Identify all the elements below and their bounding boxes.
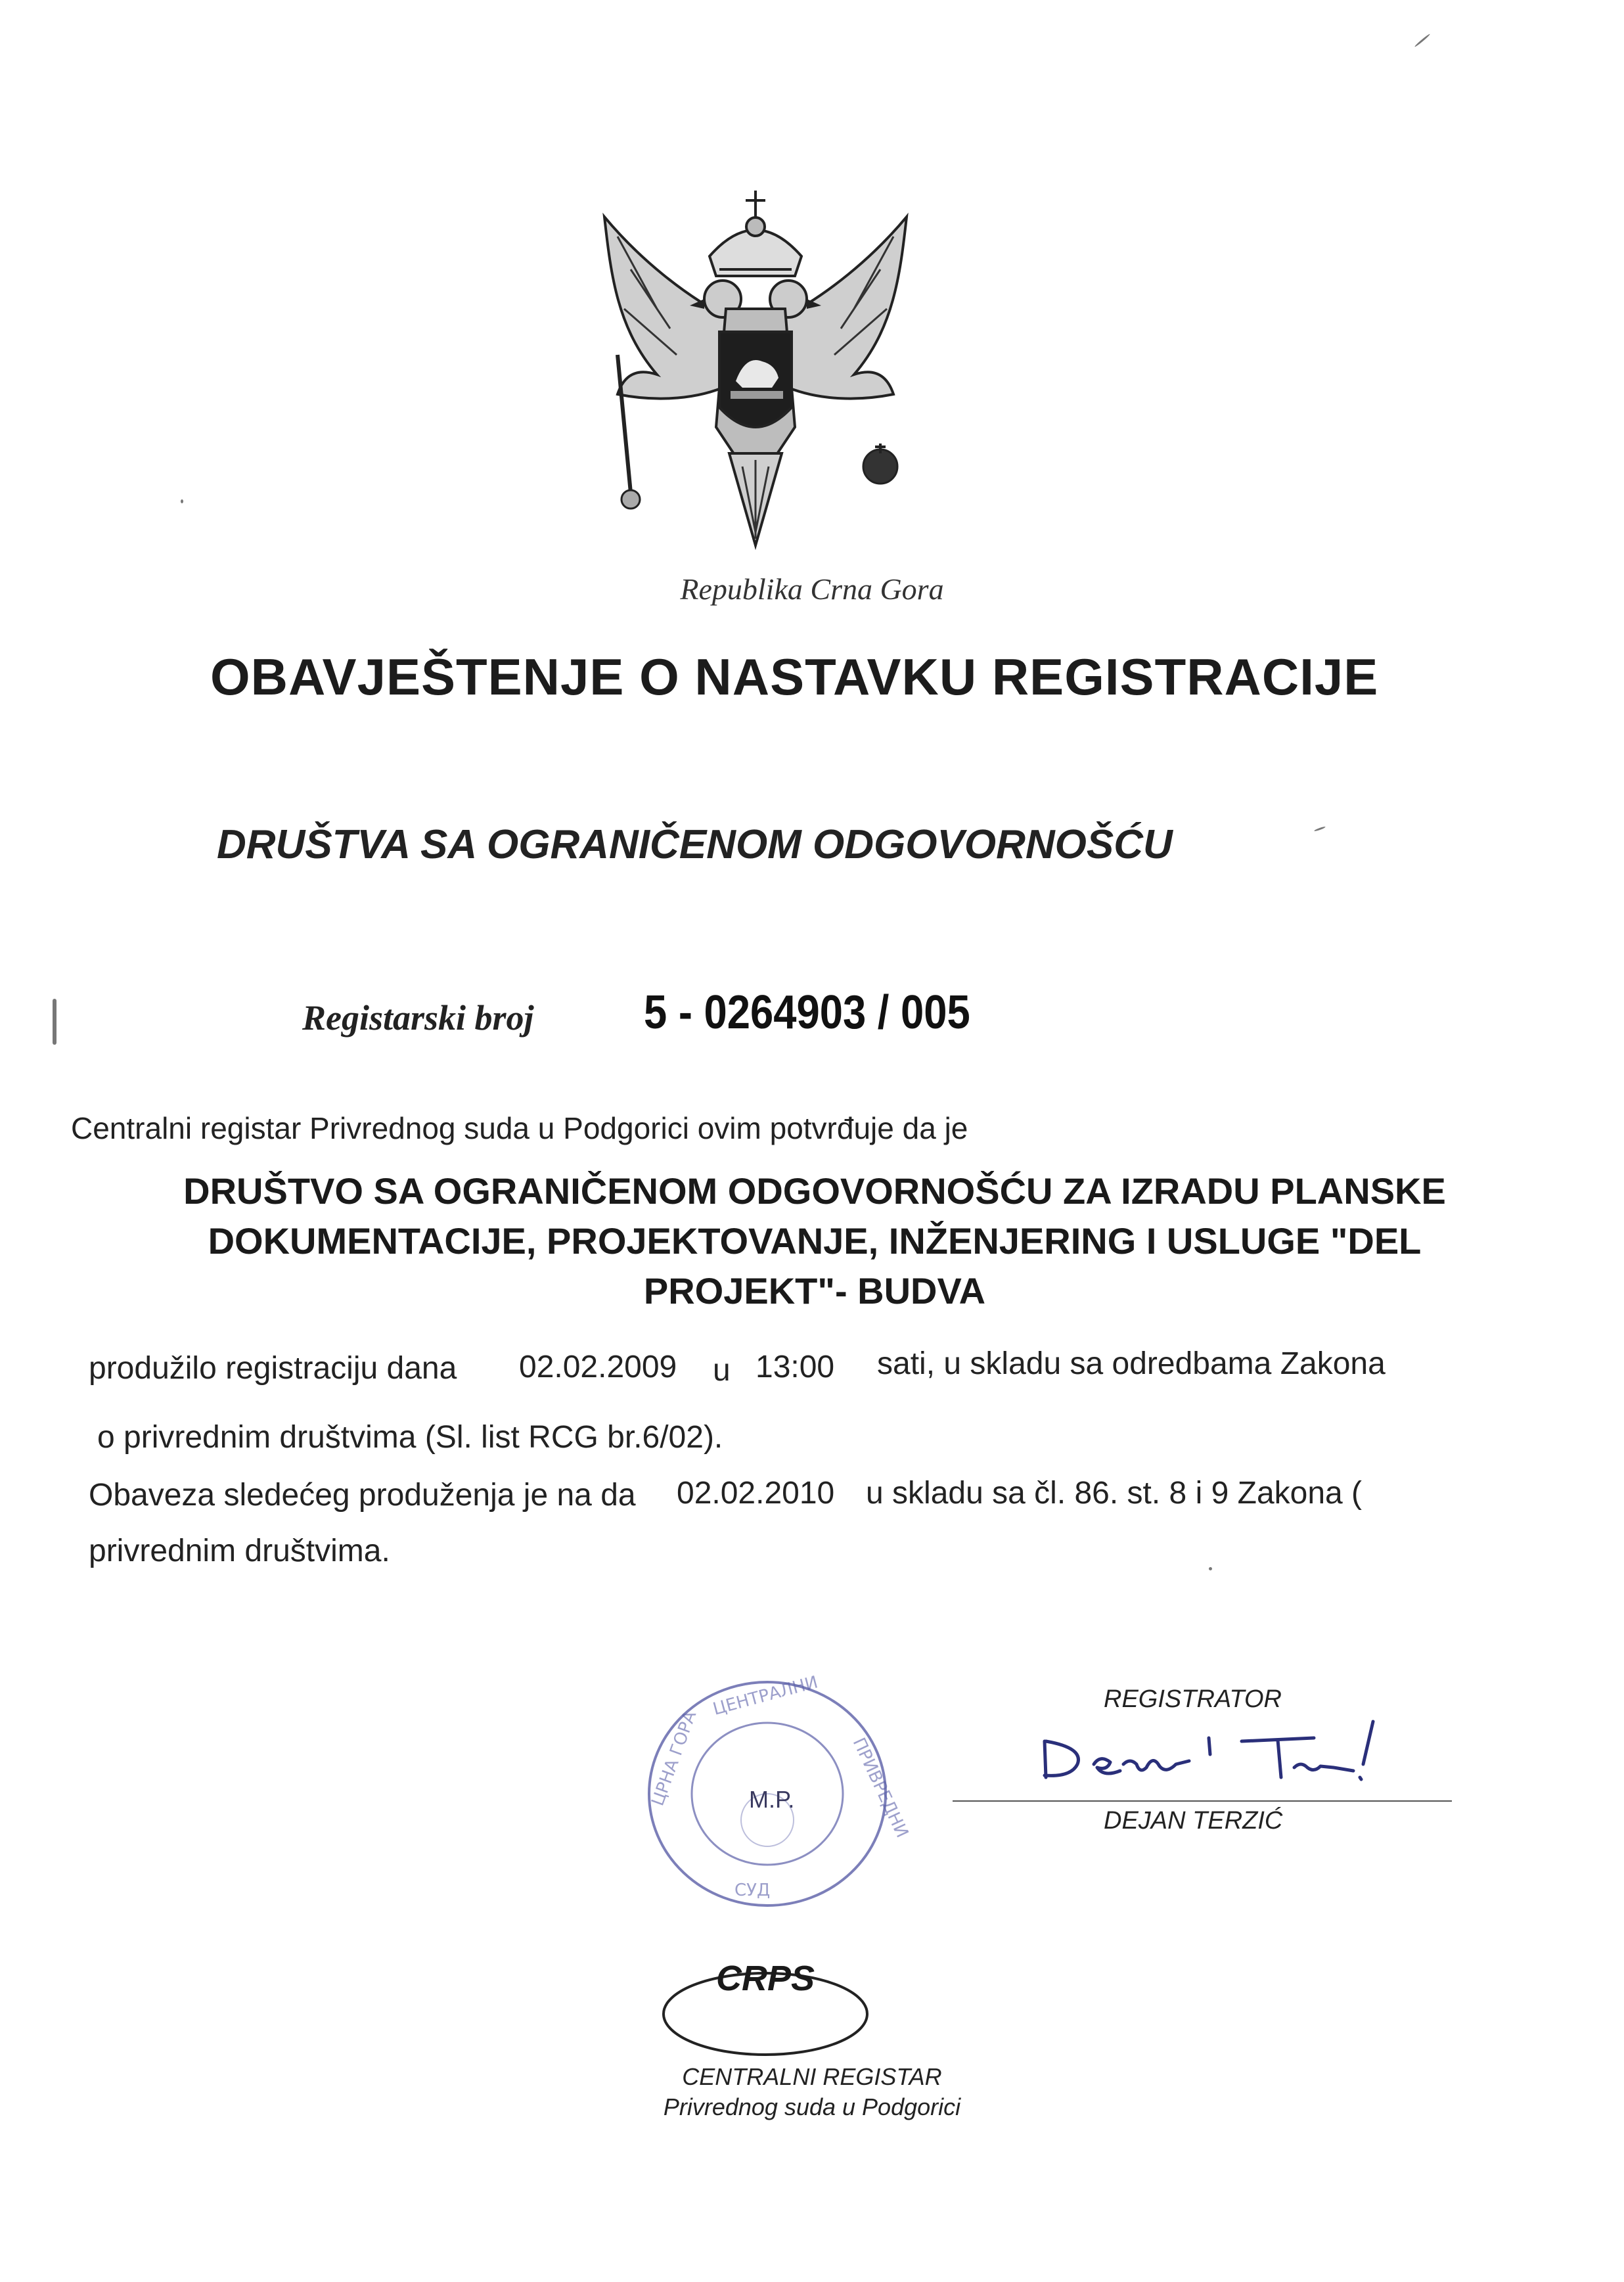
registration-label: Registarski broj (302, 998, 534, 1038)
next-renewal-prefix: Obaveza sledećeg produženja je na da (89, 1478, 636, 1513)
footer-court: Privrednog suda u Podgorici (663, 2093, 961, 2120)
next-renewal-suffix: u skladu sa čl. 86. st. 8 i 9 Zakona ( (866, 1476, 1363, 1511)
svg-text:ЦРНА ГОРА: ЦРНА ГОРА (648, 1708, 701, 1809)
scan-speck (1209, 1567, 1212, 1570)
document-title: OBAVJEŠTENJE O NASTAVKU REGISTRACIJE (210, 648, 1379, 706)
renewal-line-prefix: produžilo registraciju dana (89, 1351, 457, 1386)
registrator-name: DEJAN TERZIĆ (1104, 1807, 1283, 1835)
document-subtitle: DRUŠTVA SA OGRANIČENOM ODGOVORNOŠĆU (217, 822, 1173, 867)
scan-speck (1414, 34, 1431, 48)
registration-number: 5 - 0264903 / 005 (644, 986, 970, 1039)
renewal-time: 13:00 (756, 1350, 835, 1384)
crps-logo-text: CRPS (716, 1959, 815, 1998)
renewal-u: u (713, 1353, 731, 1388)
stamp-label: M.P. (749, 1786, 795, 1813)
svg-text:СУД: СУД (734, 1881, 771, 1900)
svg-text:ПРИВРЕДНИ: ПРИВРЕДНИ (848, 1735, 913, 1841)
handwritten-signature (1031, 1702, 1399, 1787)
country-name: Republika Crna Gora (680, 572, 944, 606)
coat-of-arms-icon (578, 177, 933, 572)
intro-text: Centralni registar Privrednog suda u Podgorici ovim potvrđuje da je (71, 1111, 968, 1145)
renewal-line-suffix: sati, u skladu sa odredbama Zakona (877, 1346, 1386, 1381)
svg-text:ЦЕНТРАЛНИ: ЦЕНТРАЛНИ (711, 1672, 821, 1720)
scan-speck (1314, 826, 1326, 832)
signature-line (953, 1800, 1452, 1802)
company-name: DRUŠTVO SA OGRANIČENOM ODGOVORNOŠĆU ZA IZRADU PLANSKE DOKUMENTACIJE, PROJEKTOVANJE, INŽENJERING I USLUGE "DEL PROJEKT"- BUDVA (183, 1170, 1446, 1312)
registrator-title: REGISTRATOR (1104, 1685, 1282, 1713)
next-renewal-date: 02.02.2010 (677, 1476, 835, 1511)
law-reference: o privrednim društvima (Sl. list RCG br.6/02). (97, 1420, 723, 1455)
renewal-date: 02.02.2009 (519, 1350, 677, 1384)
scan-speck (181, 499, 183, 503)
next-renewal-end: privrednim društvima. (89, 1534, 390, 1568)
scan-speck (53, 999, 56, 1045)
footer-registry: CENTRALNI REGISTAR (682, 2063, 942, 2090)
